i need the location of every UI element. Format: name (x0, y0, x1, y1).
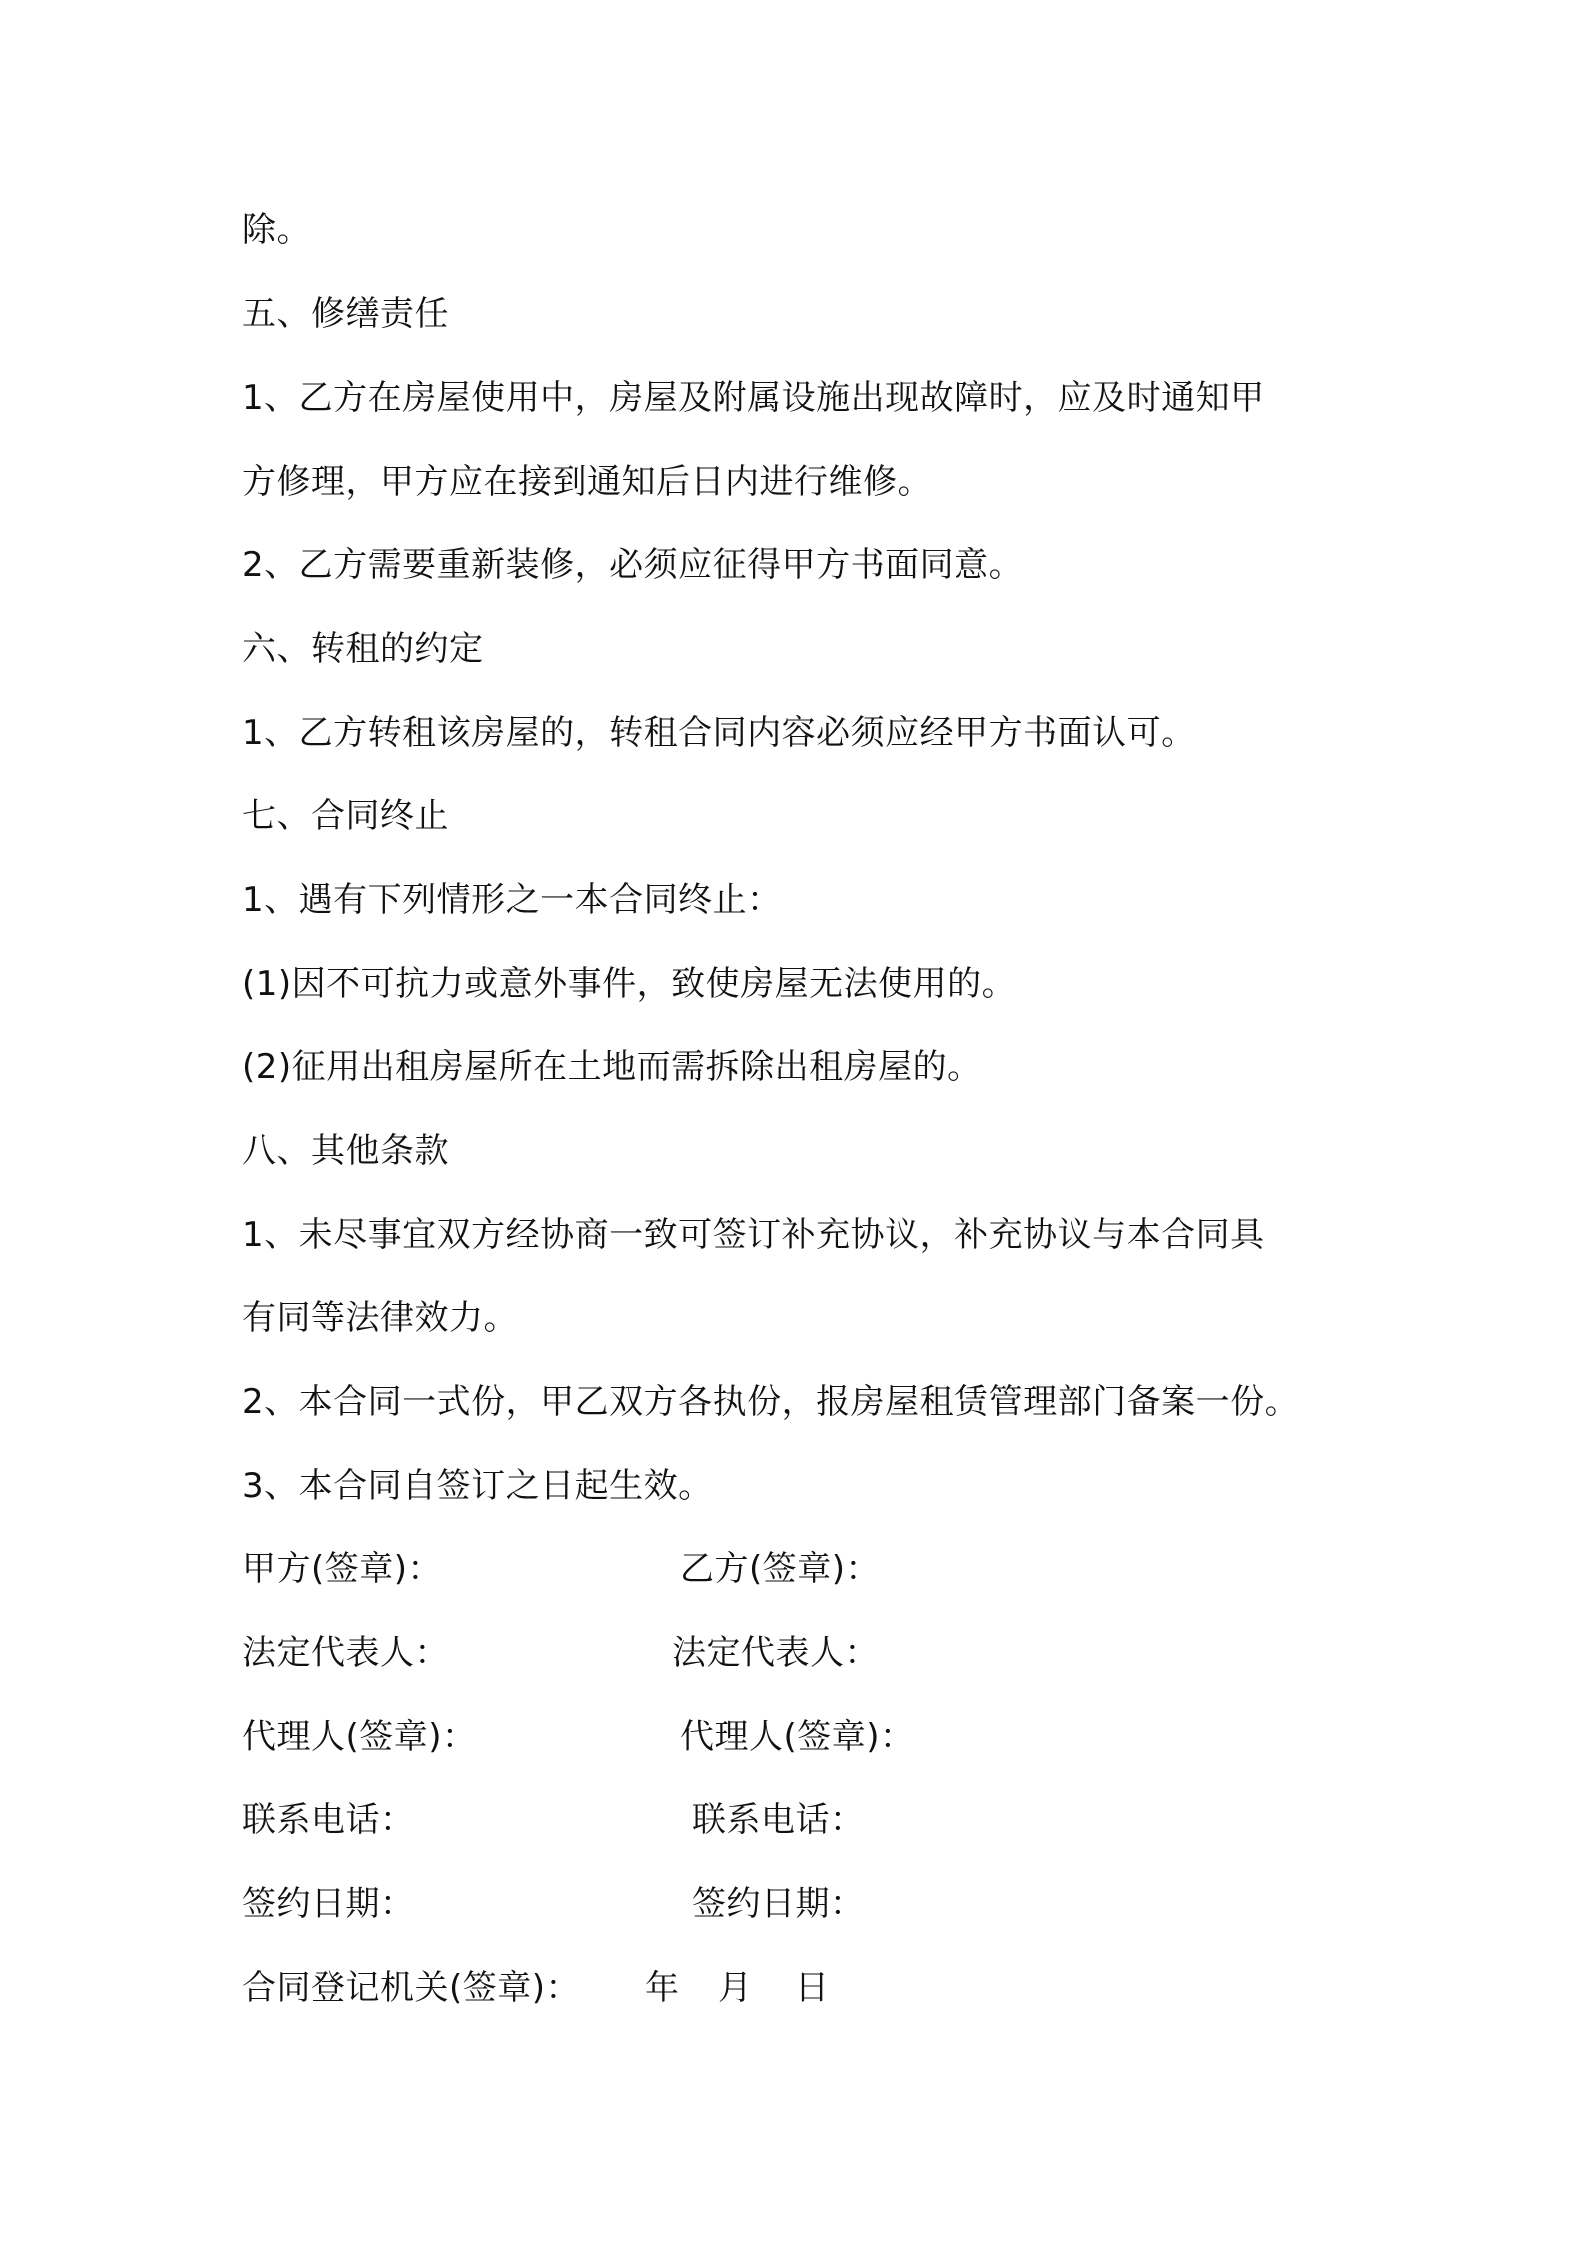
day-label: 日 (795, 1968, 829, 2008)
text-line: 2、本合同一式份，甲乙双方各执份，报房屋租赁管理部门备案一份。 (242, 1382, 1300, 1422)
text-line: 1、乙方在房屋使用中，房屋及附属设施出现故障时，应及时通知甲 (242, 378, 1265, 418)
registry-seal-label: 合同登记机关(签章)： (242, 1968, 581, 2008)
text-line: 方修理，甲方应在接到通知后日内进行维修。 (242, 462, 932, 502)
month-label: 月 (718, 1968, 752, 2008)
text-line: 1、未尽事宜双方经协商一致可签订补充协议，补充协议与本合同具 (242, 1215, 1265, 1255)
text-line: 1、乙方转租该房屋的，转租合同内容必须应经甲方书面认可。 (242, 713, 1196, 753)
party-b-seal-label: 乙方(签章)： (680, 1549, 881, 1589)
party-a-rep-label: 法定代表人： (242, 1633, 449, 1673)
section-heading: 六、转租的约定 (242, 629, 484, 669)
text-line: (1)因不可抗力或意外事件，致使房屋无法使用的。 (242, 964, 1017, 1004)
party-b-phone-label: 联系电话： (692, 1800, 865, 1840)
text-line: (2)征用出租房屋所在土地而需拆除出租房屋的。 (242, 1047, 982, 1087)
party-b-agent-label: 代理人(签章)： (680, 1717, 915, 1757)
party-a-date-label: 签约日期： (242, 1884, 415, 1924)
party-b-rep-label: 法定代表人： (672, 1633, 879, 1673)
section-heading: 八、其他条款 (242, 1131, 449, 1171)
section-heading: 七、合同终止 (242, 796, 449, 836)
party-a-seal-label: 甲方(签章)： (242, 1549, 443, 1589)
text-line: 2、乙方需要重新装修，必须应征得甲方书面同意。 (242, 545, 1024, 585)
party-a-phone-label: 联系电话： (242, 1800, 415, 1840)
text-line: 3、本合同自签订之日起生效。 (242, 1466, 713, 1506)
party-a-agent-label: 代理人(签章)： (242, 1717, 477, 1757)
text-line: 1、遇有下列情形之一本合同终止： (242, 880, 782, 920)
year-label: 年 (645, 1968, 679, 2008)
section-heading: 五、修缮责任 (242, 294, 449, 334)
text-line: 有同等法律效力。 (242, 1298, 518, 1338)
party-b-date-label: 签约日期： (692, 1884, 865, 1924)
text-line: 除。 (242, 210, 311, 250)
